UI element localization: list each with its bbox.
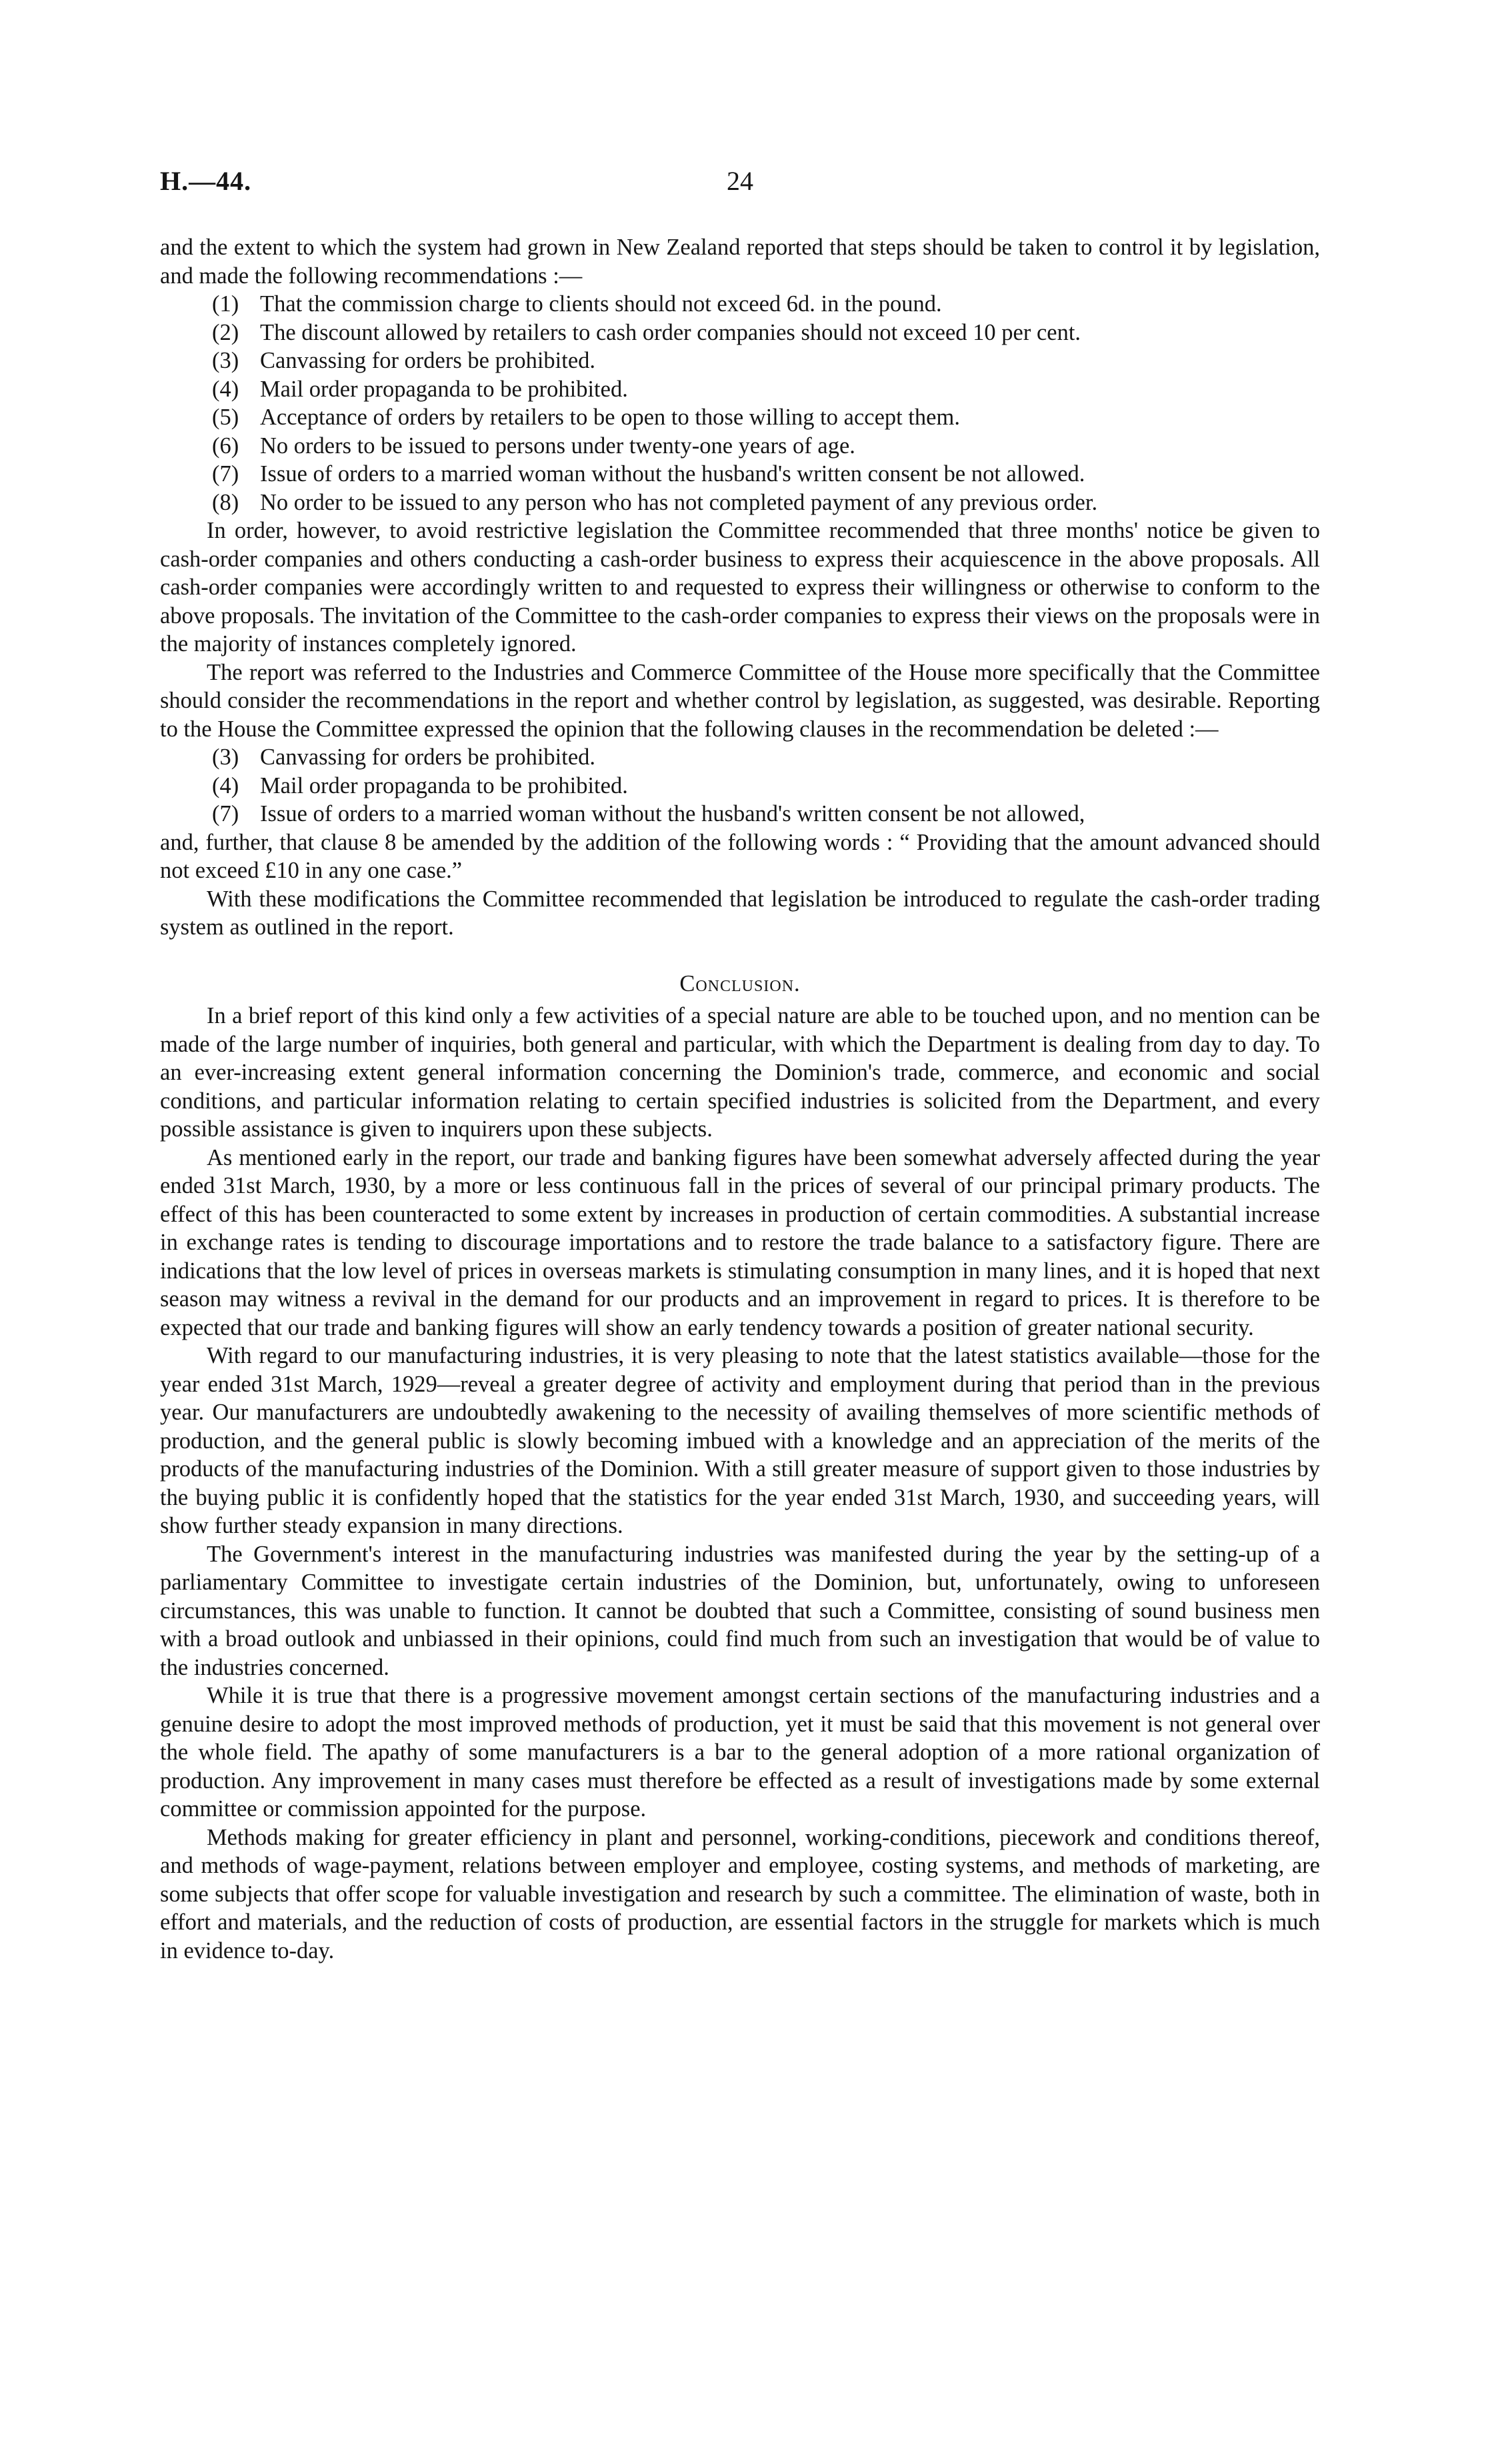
item-text: Acceptance of orders by retailers to be open to those willing to accept them. <box>260 405 960 430</box>
item-number: (4) <box>212 376 239 402</box>
recommendations-list <box>160 290 1320 517</box>
list-item <box>160 403 1320 432</box>
item-text: Mail order propaganda to be prohibited. <box>260 376 628 402</box>
item-text: No order to be issued to any person who has not completed payment of any previous order. <box>260 489 1098 515</box>
item-text: Mail order propaganda to be prohibited. <box>260 772 628 798</box>
item-number: (7) <box>212 801 239 826</box>
conclusion-paragraph: The Government's interest in the manufacturing industries was manifested during the year by the setting-up of a parliamentary Committee to investigate certain industries of the Dominion, but, unfortunately, owing to unforeseen circumstances, this was unable to function. It cannot be doubted that such a Committee, consisting of sound business men with a broad outlook and unbiassed in their opinions, could find much from such an investigation that would be of value to the industries concerned. <box>160 1541 1320 1680</box>
list-item <box>160 432 1320 461</box>
item-number: (1) <box>212 291 239 317</box>
item-text: Issue of orders to a married woman without the husband's written consent be not allowed, <box>260 801 1085 826</box>
paragraph-order: In order, however, to avoid restrictive legislation the Committee recommended that three months' notice be given to cash-order companies and others conducting a cash-order business to express their acquiescence in the above proposals. All cash-order companies were accordingly written to and requested to express their willingness or otherwise to conform to the above proposals. The invitation of the Committee to the cash-order companies to express their views on the proposals were in the majority of instances completely ignored. <box>160 518 1320 656</box>
item-number: (3) <box>212 348 239 373</box>
item-number: (7) <box>212 461 239 487</box>
paragraph-modifications: With these modifications the Committee recommended that legislation be introduced to regulate the cash-order trading system as outlined in the report. <box>160 886 1320 940</box>
list-item <box>160 319 1320 347</box>
item-number: (3) <box>212 744 239 770</box>
list-item <box>160 460 1320 489</box>
list-item <box>160 290 1320 319</box>
item-number: (4) <box>212 772 239 798</box>
conclusion-paragraph: In a brief report of this kind only a few activities of a special nature are able to be touched upon, and no mention can be made of the large number of inquiries, both general and particular, with which the Department is dealing from day to day. To an ever-increasing extent general information concerning the Dominion's trade, commerce, and economic and social conditions, and particular information relating to certain specified industries is solicited from the Department, and every possible assistance is given to inquirers upon these subjects. <box>160 1003 1320 1142</box>
item-number: (6) <box>212 433 239 459</box>
item-text: The discount allowed by retailers to cash order companies should not exceed 10 per cent. <box>260 319 1081 345</box>
document-id: H.—44. <box>160 166 252 196</box>
deleted-clauses-list <box>160 743 1320 828</box>
item-number: (8) <box>212 489 239 515</box>
list-item <box>160 375 1320 404</box>
item-text: Issue of orders to a married woman without the husband's written consent be not allowed. <box>260 461 1085 487</box>
item-number: (2) <box>212 319 239 345</box>
paragraph-further: and, further, that clause 8 be amended by the addition of the following words : “ Providing that the amount advanced should not exceed £10 in any one case.” <box>160 829 1320 883</box>
list-item <box>160 743 1320 772</box>
item-text: Canvassing for orders be prohibited. <box>260 348 596 373</box>
list-item <box>160 772 1320 800</box>
intro-paragraph: and the extent to which the system had grown in New Zealand reported that steps should be taken to control it by legislation, and made the following recommendations :— <box>160 235 1320 289</box>
item-number: (5) <box>212 405 239 430</box>
paragraph-report: The report was referred to the Industries and Commerce Committee of the House more specifically that the Committee should consider the recommendations in the report and whether control by legislation, as suggested, was desirable. Reporting to the House the Committee expressed the opinion that the following clauses in the recommendation be deleted :— <box>160 659 1320 742</box>
page-header <box>160 165 1320 205</box>
conclusion-paragraph: As mentioned early in the report, our trade and banking figures have been somewhat adversely affected during the year ended 31st March, 1930, by a more or less continuous fall in the prices of several of our principal primary products. The effect of this has been counteracted to some extent by increases in production of certain commodities. A substantial increase in exchange rates is tending to discourage importations and to restore the trade balance to a satisfactory figure. There are indications that the low level of prices in overseas markets is stimulating consumption in many lines, and it is hoped that next season may witness a revival in the demand for our products and an improvement in regard to prices. It is therefore to be expected that our trade and banking figures will show an early tendency towards a position of greater national security. <box>160 1144 1320 1340</box>
item-text: That the commission charge to clients should not exceed 6d. in the pound. <box>260 291 942 317</box>
conclusion-paragraph: While it is true that there is a progressive movement amongst certain sections of the manufacturing industries and a genuine desire to adopt the most improved methods of production, yet it must be said that this movement is not general over the whole field. The apathy of some manufacturers is a bar to the general adoption of a more rational organization of production. Any improvement in many cases must therefore be effected as a result of investigations made by some external committee or commission appointed for the purpose. <box>160 1683 1320 1822</box>
item-text: No orders to be issued to persons under twenty-one years of age. <box>260 433 855 459</box>
conclusion-paragraph: Methods making for greater efficiency in plant and personnel, working-conditions, piecework and conditions thereof, and methods of wage-payment, relations between employer and employee, costing systems, and methods of marketing, are some subjects that offer scope for valuable investigation and research by such a committee. The elimination of waste, both in effort and materials, and the reduction of costs of production, are essential factors in the struggle for markets which is much in evidence to-day. <box>160 1824 1320 1963</box>
list-item <box>160 800 1320 828</box>
list-item <box>160 489 1320 517</box>
page-number: 24 <box>727 166 753 196</box>
document-body <box>160 233 1320 1965</box>
item-text: Canvassing for orders be prohibited. <box>260 744 596 770</box>
section-heading: Conclusion. <box>679 970 801 996</box>
conclusion-paragraph: With regard to our manufacturing industries, it is very pleasing to note that the latest statistics available—those for the year ended 31st March, 1929—reveal a greater degree of activity and employment during that period than in the previous year. Our manufacturers are undoubtedly awakening to the necessity of availing themselves of more scientific methods of production, and the general public is slowly becoming imbued with a knowledge and an appreciation of the merits of the products of the manufacturing industries of the Dominion. With a still greater measure of support given to those industries by the buying public it is confidently hoped that the statistics for the year ended 31st March, 1930, and succeeding years, will show further steady expansion in many directions. <box>160 1343 1320 1538</box>
list-item <box>160 347 1320 375</box>
